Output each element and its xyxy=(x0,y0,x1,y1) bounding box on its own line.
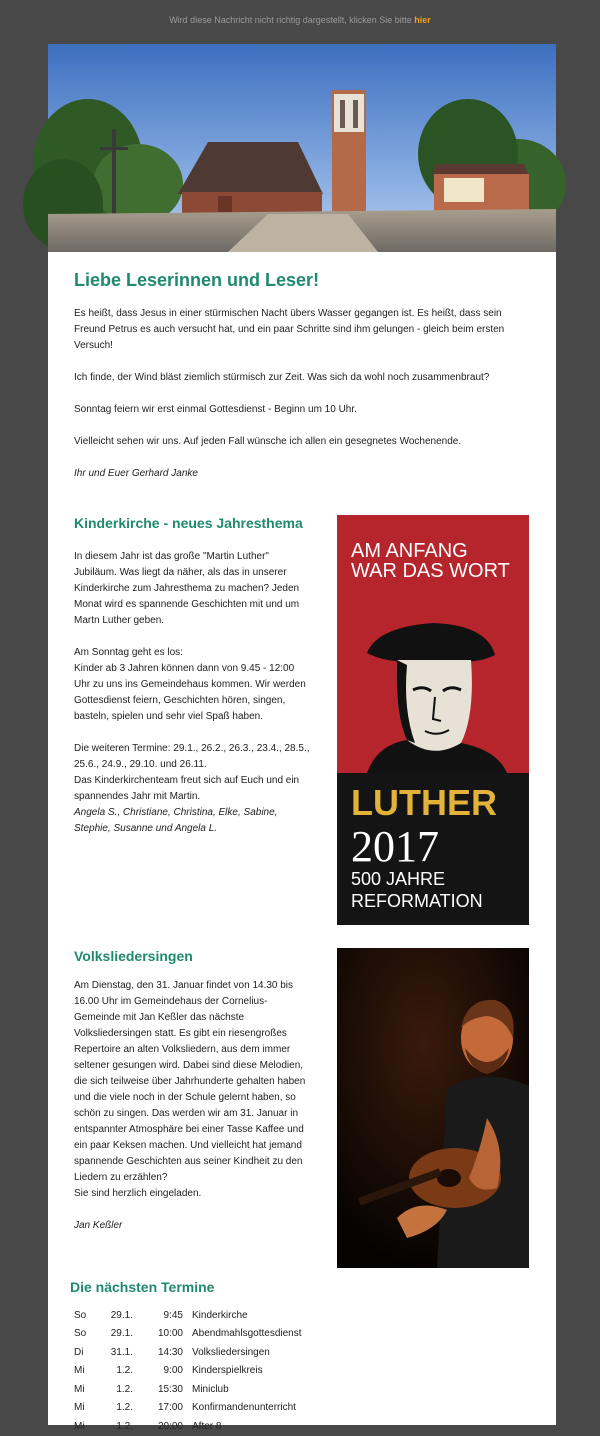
event-row xyxy=(70,1306,302,1325)
intro-paragraph: Sonntag feiern wir erst einmal Gottesdienst - Beginn um 10 Uhr. xyxy=(74,404,357,415)
event-time: 9:45 xyxy=(163,1309,183,1321)
poster-500-jahre: 500 JAHRE xyxy=(351,869,446,889)
event-row xyxy=(70,1380,302,1399)
kinderkirche-details: Kinder ab 3 Jahren können dann von 9.45 - 12:00 Uhr zu uns ins Gemeindehaus kommen. Wir werden Gottesdienst feiern, Geschichten hören, singen, basteln, spielen und sehr viel Spaß haben. xyxy=(74,663,306,722)
event-date: 31.1. xyxy=(110,1346,133,1358)
event-title: After 8 xyxy=(192,1420,222,1432)
event-row xyxy=(70,1362,302,1381)
intro-paragraph: Ich finde, der Wind bläst ziemlich stürmisch zur Zeit. Was sich da wohl noch zusammenbraut? xyxy=(74,372,490,383)
kinderkirche-team: Das Kinderkirchenteam freut sich auf Euch und ein spannendes Jahr mit Martin. xyxy=(74,775,300,802)
event-date: 1.2. xyxy=(116,1402,133,1414)
event-time: 14:30 xyxy=(157,1346,183,1358)
kinderkirche-paragraph: In diesem Jahr ist das große "Martin Luther" Jubiläum. Was liegt da näher, als das in unserer Kinderkirche zum Jahresthema zu machen? Jeden Monat wird es spannende Geschichten mit und um Martn Luther geben. xyxy=(74,551,300,626)
intro-paragraph: Vielleicht sehen wir uns. Auf jeden Fall wünsche ich allen ein gesegnetes Wochenende. xyxy=(74,436,462,447)
event-date: 1.2. xyxy=(116,1420,133,1432)
newsletter-body xyxy=(48,44,556,1432)
event-date: 29.1. xyxy=(110,1328,133,1340)
event-time: 20:00 xyxy=(157,1420,183,1432)
guitarist-photo xyxy=(337,948,529,1268)
intro-signature: Ihr und Euer Gerhard Janke xyxy=(74,468,198,479)
poster-line-1: AM ANFANG xyxy=(351,540,468,562)
notice-text: Wird diese Nachricht nicht richtig dargestellt, klicken Sie bitte xyxy=(169,15,415,25)
notice-link[interactable]: hier xyxy=(414,15,431,25)
termine-heading: Die nächsten Termine xyxy=(70,1279,215,1295)
event-date: 1.2. xyxy=(116,1365,133,1377)
event-time: 15:30 xyxy=(157,1383,183,1395)
volkslieder-invitation: Sie sind herzlich eingeladen. xyxy=(74,1188,202,1199)
volkslieder-heading: Volksliedersingen xyxy=(74,948,193,964)
intro-text xyxy=(74,306,530,498)
event-row xyxy=(70,1417,302,1436)
intro-paragraph: Es heißt, dass Jesus in einer stürmischen Nacht übers Wasser gegangen ist. Es heißt, dass sein Freund Petrus es auch versucht hat, und ein paar Schritte sind ihm gelungen - gleich beim ersten Versuch! xyxy=(74,308,505,351)
event-row xyxy=(70,1399,302,1418)
church-header-photo xyxy=(48,44,556,252)
event-date: 1.2. xyxy=(116,1383,133,1395)
kinderkirche-text xyxy=(74,549,312,853)
event-title: Abendmahlsgottesdienst xyxy=(192,1328,302,1340)
event-day: Mi xyxy=(74,1402,85,1414)
event-day: So xyxy=(74,1328,87,1340)
event-title: Kinderspielkreis xyxy=(192,1365,263,1377)
event-day: Mi xyxy=(74,1420,85,1432)
greeting-heading: Liebe Leserinnen und Leser! xyxy=(74,270,320,290)
event-title: Miniclub xyxy=(192,1383,229,1395)
volkslieder-signature: Jan Keßler xyxy=(74,1220,123,1231)
volkslieder-description: Am Dienstag, den 31. Januar findet von 14.30 bis 16.00 Uhr im Gemeindehaus der Cornelius-Gemeinde mit Jan Keßler das nächste Volksliedersingen statt. Es gibt ein riesengroßes Repertoire an alten Volksliedern, aus dem immer seltener gesungen wird. Dabei sind diese Melodien, die sich teilweise über Jahrhunderte gehalten haben und die viele noch in der Schule gelernt haben, so schön zu singen. Das werden wir am 31. Januar in entspannter Atmosphäre bei einer Tasse Kaffee und ein paar Keksen machen. Und vielleicht hat jemand spannende Geschichten aus seiner Kindheit zu den Liedern zu erzählen? xyxy=(74,980,306,1183)
luther-2017-poster xyxy=(337,515,529,925)
kinderkirche-names: Angela S., Christiane, Christina, Elke, Sabine, Stephie, Susanne und Angela L. xyxy=(74,807,278,834)
event-day: Mi xyxy=(74,1365,85,1377)
event-title: Volksliedersingen xyxy=(192,1346,270,1358)
event-time: 17:00 xyxy=(157,1402,183,1414)
poster-reformation: REFORMATION xyxy=(351,891,483,911)
event-row xyxy=(70,1325,302,1344)
poster-luther: LUTHER xyxy=(351,782,497,823)
volkslieder-text xyxy=(74,978,312,1250)
event-day: Di xyxy=(74,1346,84,1358)
kinderkirche-start: Am Sonntag geht es los: xyxy=(74,647,183,658)
event-title: Konfirmandenunterricht xyxy=(192,1402,296,1414)
view-in-browser-notice xyxy=(0,15,600,25)
event-day: So xyxy=(74,1309,87,1321)
event-row xyxy=(70,1343,302,1362)
kinderkirche-dates: Die weiteren Termine: 29.1., 26.2., 26.3., 23.4., 28.5., 25.6., 24.9., 29.10. und 26.11. xyxy=(74,743,310,770)
kinderkirche-paragraph xyxy=(74,645,312,725)
kinderkirche-heading: Kinderkirche - neues Jahresthema xyxy=(74,515,303,531)
poster-year: 2017 xyxy=(351,822,439,871)
event-date: 29.1. xyxy=(110,1309,133,1321)
event-time: 10:00 xyxy=(157,1328,183,1340)
event-day: Mi xyxy=(74,1383,85,1395)
event-title: Kinderkirche xyxy=(192,1309,248,1321)
volkslieder-paragraph xyxy=(74,978,312,1202)
event-time: 9:00 xyxy=(163,1365,183,1377)
poster-line-2: WAR DAS WORT xyxy=(351,560,510,582)
kinderkirche-paragraph xyxy=(74,741,312,837)
events-table xyxy=(70,1306,302,1436)
